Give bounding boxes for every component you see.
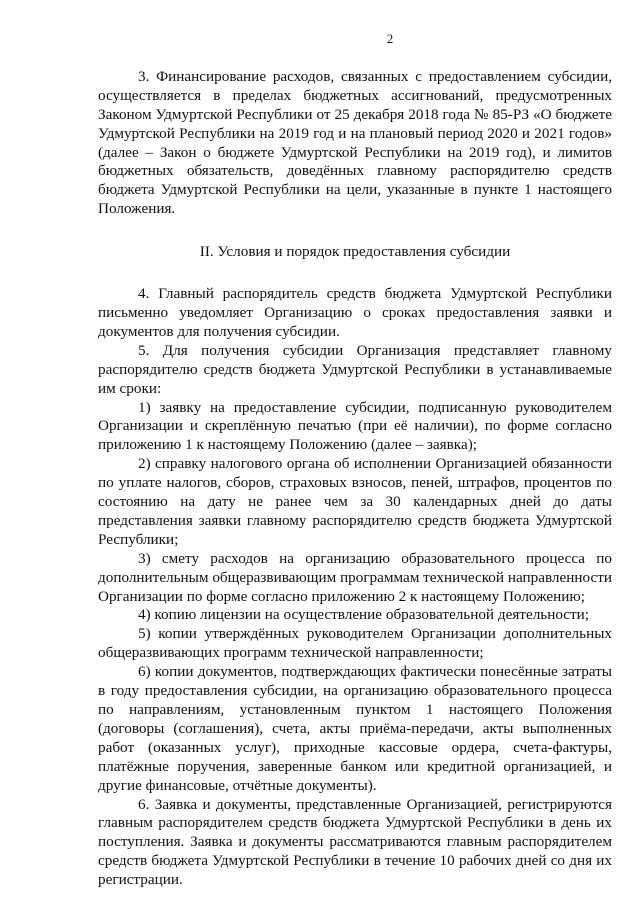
paragraph-3: 3. Финансирование расходов, связанных с предоставлением субсидии, осуществляется в пределах бюджетных ассигнований, предусмотренных Законом Удмуртской Республики от 25 декабря 2018 года № 85-РЗ «О бюджете Удмуртской Республики на 2019 год и на плановый период 2020 и 2021 годов» (далее – Закон о бюджете Удмуртской Республики на 2019 год), и лимитов бюджетных обязательств, доведённых главному распорядителю средств бюджета Удмуртской Республики на цели, указанные в пункте 1 настоящего Положения. — [98, 67, 612, 218]
list-item-4: 4) копию лицензии на осуществление образовательной деятельности; — [138, 606, 590, 624]
paragraph-4: 4. Главный распорядитель средств бюджета Удмуртской Республики письменно уведомляет Организацию о сроках предоставления заявки и документов для получения субсидии. — [98, 285, 612, 340]
list-item-3: 3) смету расходов на организацию образовательного процесса по дополнительным общеразвивающим программам технической направленности Организации по форме согласно приложению 2 к настоящему Положению; — [98, 549, 612, 605]
list-item-6: 6) копии документов, подтверждающих фактически понесённые затраты в году предоставления субсидии, на организацию образовательного процесса по направлениям, установленным пунктом 1 настоящего Положения (договоры (соглашения), счета, акты приёма-передачи, акты выполненных работ (оказанных услуг), приходные кассовые ордера, счета-фактуры, платёжные поручения, заверенные банком или кредитной организацией, и другие финансовые, отчётные документы). — [98, 663, 612, 794]
paragraph-6: 6. Заявка и документы, представленные Организацией, регистрируются главным распорядителем средств бюджета Удмуртской Республики в день их поступления. Заявка и документы рассматриваются главным распорядителем средств бюджета Удмуртской Республики в течение 10 рабочих дней со дня их регистрации. — [98, 795, 612, 889]
list-item-2: 2) справку налогового органа об исполнении Организацией обязанности по уплате налогов, сборов, страховых взносов, пеней, штрафов, процентов по состоянию на дату не ранее чем за 30 календарных дней до даты представления заявки главному распорядителю средств бюджета Удмуртской Республики; — [98, 455, 612, 548]
list-item-5: 5) копии утверждённых руководителем Организации дополнительных общеразвивающих программ технической направленности; — [98, 625, 612, 662]
list-item-1: 1) заявку на предоставление субсидии, подписанную руководителем Организации и скреплённую печатью (при её наличии), по форме согласно приложению 1 к настоящему Положению (далее – заявка); — [98, 398, 612, 454]
page-number: 2 — [386, 31, 394, 46]
section-heading: II. Условия и порядок предоставления субсидии — [199, 243, 511, 261]
paragraph-5: 5. Для получения субсидии Организация представляет главному распорядителю средств бюджета Удмуртской Республики в устанавливаемые им сроки: — [98, 341, 612, 397]
